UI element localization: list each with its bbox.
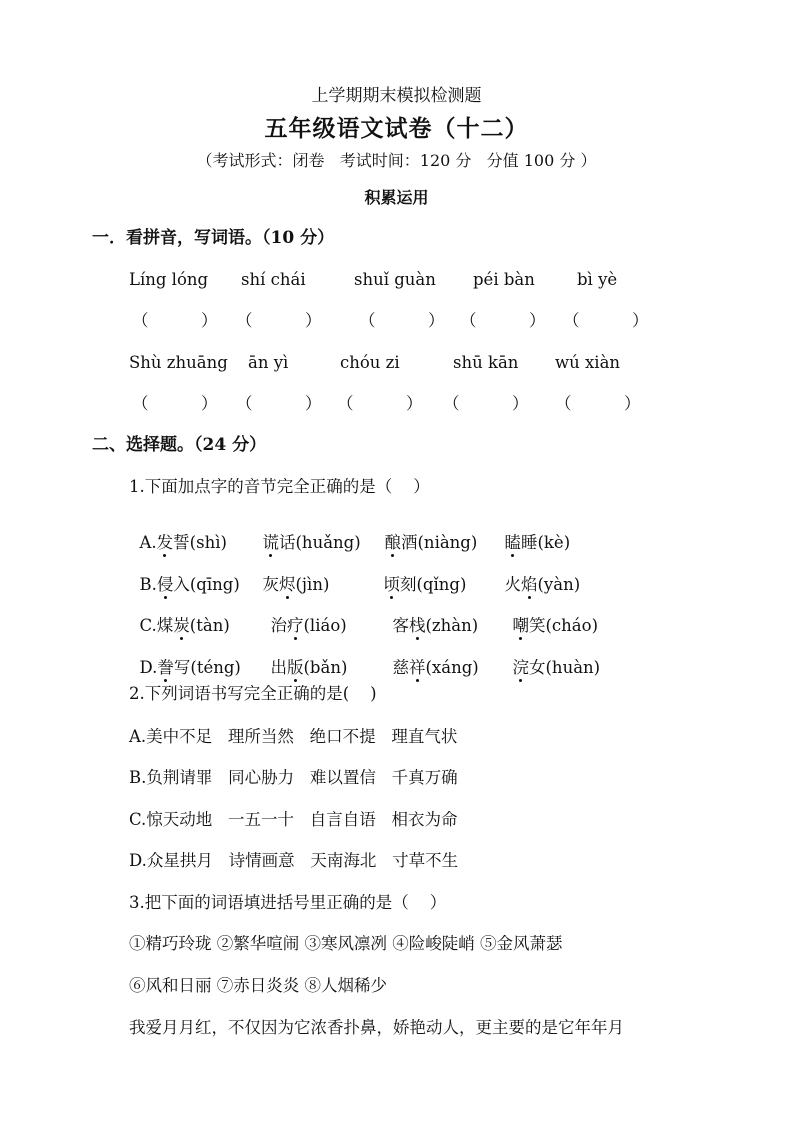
dotted-char: 版 [287, 657, 304, 677]
option-word: 浣女(huàn) [512, 657, 601, 677]
answer-bracket[interactable]: （ ） [236, 394, 322, 413]
option-row-c[interactable]: C.惊天动地 一五一十 自言自语 相衣为命 [129, 810, 458, 829]
dotted-char: 誊 [157, 657, 174, 677]
pinyin-item: wú xiàn [555, 353, 621, 372]
pinyin-item: shuǐ guàn [354, 270, 436, 289]
dotted-char: 祥 [409, 657, 426, 677]
exam-info: （考试形式：闭卷 考试时间：120 分 分值 100 分 ） [196, 151, 597, 170]
dotted-char: 侵 [156, 574, 174, 594]
dotted-char: 烬 [279, 574, 296, 594]
option-word: 治疗(liáo) [270, 615, 347, 635]
answer-bracket[interactable]: （ ） [337, 394, 423, 413]
option-row-a[interactable] [129, 518, 570, 551]
option-word: 出版(bǎn) [270, 657, 348, 677]
option-row-b[interactable] [129, 560, 580, 593]
q1-heading: 一．看拼音，写词语。（10 分） [92, 228, 335, 248]
dotted-char: 发 [156, 532, 174, 552]
pinyin-item: ān yì [248, 353, 289, 372]
pinyin-item: bì yè [577, 270, 618, 289]
answer-bracket[interactable]: （ ） [359, 311, 445, 330]
option-word: 酿酒(niàng) [384, 532, 478, 552]
answer-bracket[interactable]: （ ） [443, 394, 529, 413]
word-list-line: ①精巧玲珑 ②繁华喧闹 ③寒风凛冽 ④险峻陡峭 ⑤金风萧瑟 [129, 934, 563, 953]
answer-bracket[interactable]: （ ） [555, 394, 641, 413]
dotted-char: 嘲 [512, 615, 529, 635]
exam-subtitle: 上学期期末模拟检测题 [311, 86, 482, 106]
exam-title: 五年级语文试卷（十二） [264, 115, 529, 142]
pinyin-item: chóu zi [340, 353, 400, 372]
pinyin-item: shí chái [241, 270, 306, 289]
option-word: 顷刻(qǐng) [383, 574, 467, 594]
option-word: D.誊写(téng) [139, 657, 241, 677]
q2-heading: 二、选择题。（24 分） [92, 435, 267, 455]
sub-question-3: 3.把下面的词语填进括号里正确的是（ ） [129, 893, 447, 912]
passage-text: 我爱月月红，不仅因为它浓香扑鼻，娇艳动人，更主要的是它年年月 [129, 1018, 624, 1037]
dotted-char: 疗 [287, 615, 304, 635]
option-word: A.发誓(shì) [139, 532, 227, 552]
pinyin-item: Shù zhuāng [129, 353, 228, 372]
dotted-char: 瞌 [504, 532, 521, 552]
pinyin-item: péi bàn [473, 270, 535, 289]
dotted-char: 顷 [383, 574, 400, 594]
dotted-char: 浣 [512, 657, 529, 677]
option-word: 嘲笑(cháo) [512, 615, 599, 635]
dotted-char: 栈 [409, 615, 426, 635]
option-word: 谎话(huǎng) [262, 532, 361, 552]
section-title: 积累运用 [364, 188, 429, 207]
dotted-char: 焰 [521, 574, 538, 594]
option-word: 灰烬(jìn) [262, 574, 330, 594]
option-row-d[interactable] [129, 643, 600, 676]
pinyin-item: Líng lóng [129, 270, 209, 289]
option-row-b[interactable]: B.负荆请罪 同心胁力 难以置信 千真万确 [129, 768, 458, 787]
option-word: C.煤炭(tàn) [139, 615, 230, 635]
option-row-a[interactable]: A.美中不足 理所当然 绝口不提 理直气状 [129, 727, 458, 746]
sub-question-2: 2.下列词语书写完全正确的是( ) [129, 684, 377, 703]
sub-question-1: 1.下面加点字的音节完全正确的是（ ） [129, 477, 430, 496]
answer-bracket[interactable]: （ ） [236, 311, 322, 330]
option-word: B.侵入(qīng) [139, 574, 240, 594]
option-word: 火焰(yàn) [504, 574, 581, 594]
answer-bracket[interactable]: （ ） [132, 311, 218, 330]
option-row-c[interactable] [129, 601, 598, 634]
answer-bracket[interactable]: （ ） [132, 394, 218, 413]
option-word: 客栈(zhàn) [392, 615, 479, 635]
option-word: 慈祥(xáng) [392, 657, 479, 677]
answer-bracket[interactable]: （ ） [563, 311, 649, 330]
option-word: 瞌睡(kè) [504, 532, 571, 552]
dotted-char: 谎 [262, 532, 279, 552]
dotted-char: 炭 [173, 615, 190, 635]
word-list-line: ⑥风和日丽 ⑦赤日炎炎 ⑧人烟稀少 [129, 976, 387, 995]
pinyin-item: shū kān [453, 353, 519, 372]
dotted-char: 酿 [384, 532, 401, 552]
answer-bracket[interactable]: （ ） [460, 311, 546, 330]
option-row-d[interactable]: D.众星拱月 诗情画意 天南海北 寸草不生 [129, 851, 459, 870]
